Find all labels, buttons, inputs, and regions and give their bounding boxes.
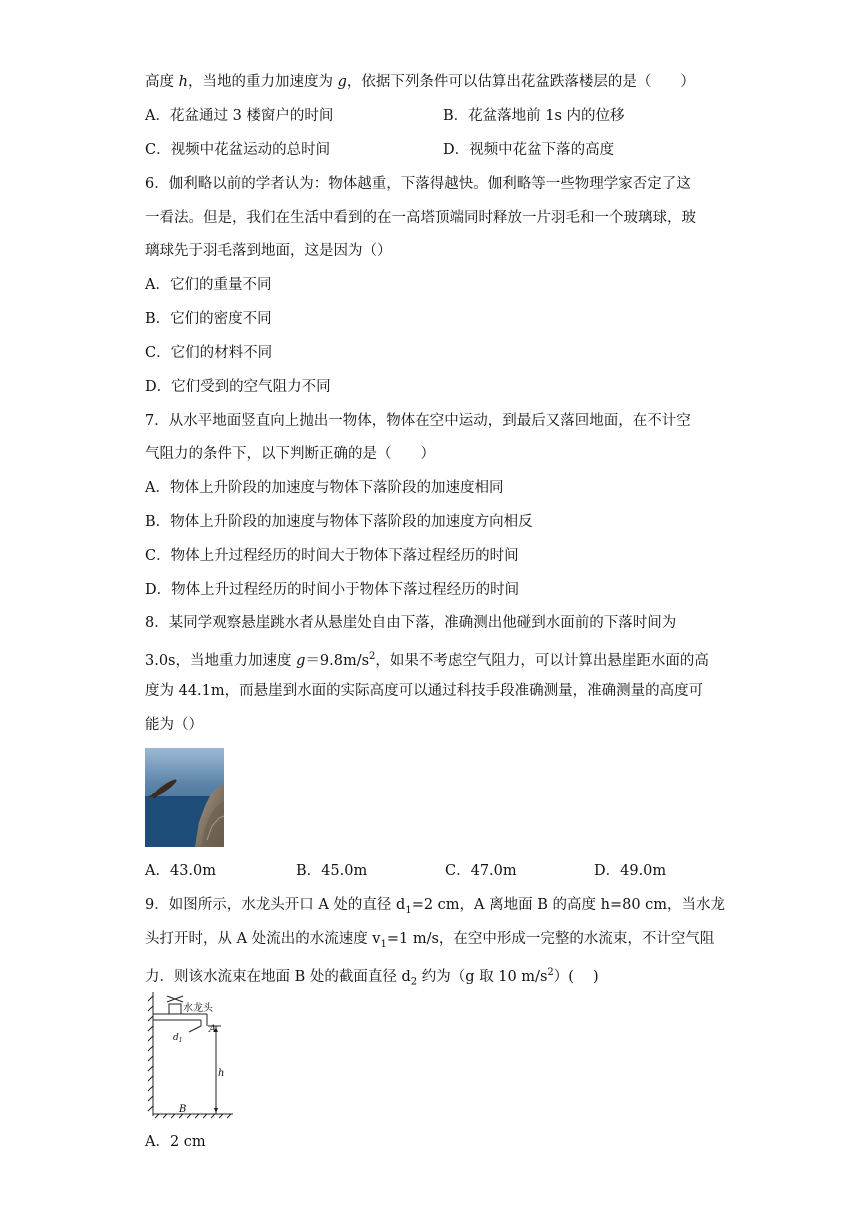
q6-option-b: B．它们的密度不同 bbox=[145, 311, 272, 327]
q5-option-c: C．视频中花盆运动的总时间 bbox=[145, 142, 331, 158]
faucet-diagram bbox=[145, 990, 237, 1120]
cliff-diver-photo bbox=[145, 748, 224, 847]
q6-stem-line2: 一看法。但是，我们在生活中看到的在一高塔顶端同时释放一片羽毛和一个玻璃球，玻 bbox=[145, 210, 696, 226]
faucet-label: 水龙头 bbox=[183, 1003, 213, 1014]
q8-stem-line3: 度为 44.1m，而悬崖到水面的实际高度可以通过科技手段准确测量，准确测量的高度可 bbox=[145, 683, 704, 699]
point-b-label: B bbox=[179, 1104, 187, 1115]
q8-option-c: C．47.0m bbox=[445, 863, 517, 879]
q9-stem-line2: 头打开时，从 A 处流出的水流速度 $v_1=1$ m/s，在空中形成一完整的水流束，不计空气阻 bbox=[145, 931, 715, 950]
q8-stem-line4: 能为（） bbox=[145, 717, 203, 733]
q8-stem-line2: 3.0s，当地重力加速度 $g=9.8m/s^2$，如果不考虑空气阻力，可以计算出悬崖距水面的高 bbox=[145, 651, 709, 669]
q8-option-d: D．49.0m bbox=[594, 863, 667, 879]
q6-option-d: D．它们受到的空气阻力不同 bbox=[145, 379, 331, 395]
q7-option-b: B．物体上升阶段的加速度与物体下落阶段的加速度方向相反 bbox=[145, 514, 533, 530]
q9-option-a: A．2 cm bbox=[145, 1134, 206, 1150]
q5-option-b: B．花盆落地前 1s 内的位移 bbox=[443, 108, 625, 124]
q6-stem-line3: 璃球先于羽毛落到地面，这是因为（） bbox=[145, 243, 392, 259]
q9-stem-line3: 力．则该水流束在地面 B 处的截面直径 $d_2$ 约为（g 取 10 $m/s^2$）( ) bbox=[145, 967, 599, 988]
q8-stem-line1: 8．某同学观察悬崖跳水者从悬崖处自由下落，准确测出他碰到水面前的下落时间为 bbox=[145, 615, 677, 631]
q5-option-a: A．花盆通过 3 楼窗户的时间 bbox=[145, 108, 334, 124]
d1-label: $d_1$ bbox=[173, 1033, 183, 1044]
q5-option-d: D．视频中花盆下落的高度 bbox=[443, 142, 615, 158]
q7-stem-line1: 7．从水平地面竖直向上抛出一物体，物体在空中运动，到最后又落回地面，在不计空 bbox=[145, 413, 691, 429]
q5-stem: 高度 h，当地的重力加速度为 g，依据下列条件可以估算出花盆跌落楼层的是（ ） bbox=[145, 74, 695, 90]
q7-option-c: C．物体上升过程经历的时间大于物体下落过程经历的时间 bbox=[145, 548, 519, 564]
q8-option-b: B．45.0m bbox=[296, 863, 368, 879]
point-a-label: A bbox=[209, 1024, 217, 1035]
q6-option-a: A．它们的重量不同 bbox=[145, 277, 272, 293]
q8-option-a: A．43.0m bbox=[145, 863, 217, 879]
q6-option-c: C．它们的材料不同 bbox=[145, 345, 273, 361]
q7-stem-line2: 气阻力的条件下，以下判断正确的是（ ） bbox=[145, 446, 435, 462]
height-label: h bbox=[218, 1068, 225, 1079]
q6-stem-line1: 6．伽利略以前的学者认为：物体越重，下落得越快。伽利略等一些物理学家否定了这 bbox=[145, 176, 691, 192]
q7-option-a: A．物体上升阶段的加速度与物体下落阶段的加速度相同 bbox=[145, 480, 504, 496]
q7-option-d: D．物体上升过程经历的时间小于物体下落过程经历的时间 bbox=[145, 582, 520, 598]
q9-stem-line1: 9．如图所示，水龙头开口 A 处的直径 $d_1=2$ cm，A 离地面 B 的高度 h=80 cm，当水龙 bbox=[145, 897, 726, 916]
